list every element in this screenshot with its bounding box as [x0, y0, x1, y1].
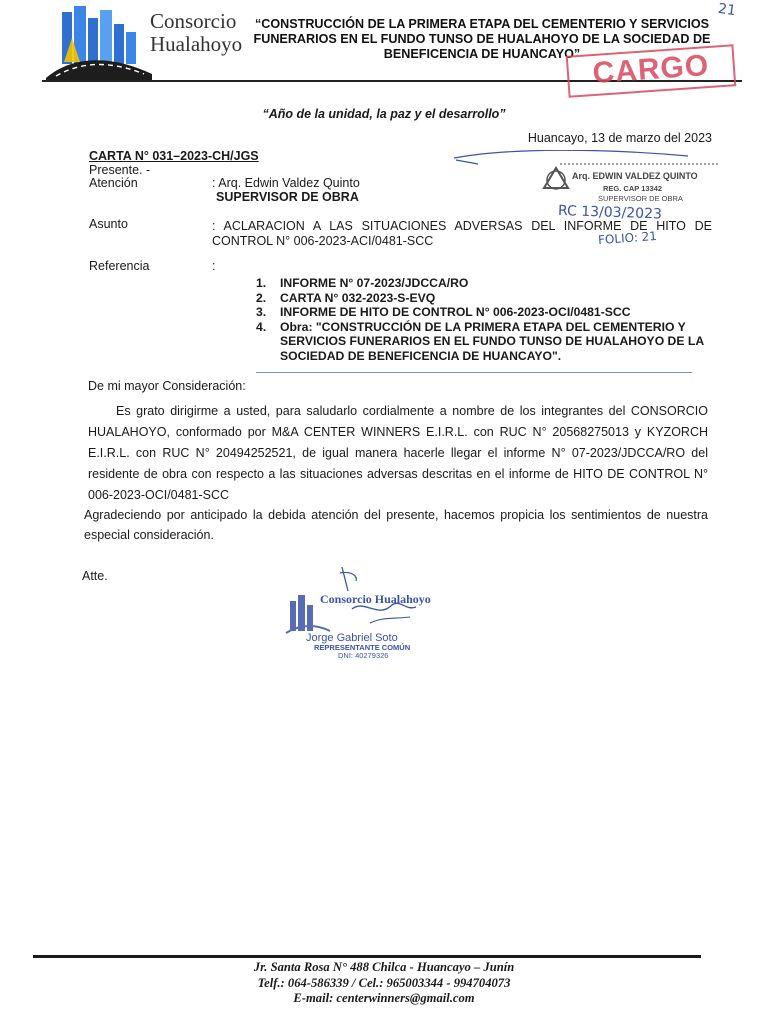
list-item-text: INFORME DE HITO DE CONTROL N° 006-2023-OCI/0481-SCC: [280, 305, 631, 320]
page-number-handwritten: 21: [716, 0, 737, 20]
asunto-label: Asunto: [89, 217, 128, 231]
logo-line-1: Consorcio: [150, 9, 237, 33]
footer-email: E-mail: centerwinners@gmail.com: [293, 991, 475, 1005]
header-project-title: “CONSTRUCCIÓN DE LA PRIMERA ETAPA DEL CEMENTERIO Y SERVICIOS FUNERARIOS EN EL FUNDO TUNSO DE HUALAHOYO DE LA SOCIEDAD DE BENEFICENCIA DE HUANCAYO”: [253, 17, 711, 61]
footer-divider: [33, 955, 701, 958]
closing: Atte.: [82, 569, 108, 583]
logo-line-2: Hualahoyo: [150, 32, 243, 56]
asunto-text: : ACLARACION A LAS SITUACIONES ADVERSAS DEL INFORME DE HITO DE CONTROL N° 006-2023-ACI/0481-SCC: [212, 219, 712, 248]
cargo-stamp: CARGO: [566, 44, 737, 98]
greeting: De mi mayor Consideración:: [88, 379, 246, 393]
letter-date: Huancayo, 13 de marzo del 2023: [527, 131, 712, 145]
referencia-label: Referencia: [89, 259, 150, 273]
footer-address: Jr. Santa Rosa N° 488 Chilca - Huancayo – Junín: [253, 960, 515, 974]
presente-label: Presente. -: [89, 163, 151, 177]
atencion-label: Atención: [89, 176, 138, 190]
receipt-stamp-graphic: [448, 150, 728, 260]
list-item-text: CARTA N° 032-2023-S-EVQ: [280, 290, 436, 305]
list-item: [256, 305, 716, 320]
signature-name: Jorge Gabriel Soto: [306, 632, 398, 644]
footer: [0, 960, 768, 1007]
receipt-stamp-name: Arq. EDWIN VALDEZ QUINTO: [572, 171, 698, 181]
signature-dni: DNI: 40279326: [338, 651, 389, 660]
list-item-text: Obra: "CONSTRUCCIÓN DE LA PRIMERA ETAPA DEL CEMENTERIO Y SERVICIOS FUNERARIOS EN EL FUNDO TUNSO DE HUALAHOYO DE LA SOCIEDAD DE BENEFICENCIA DE HUANCAYO".: [280, 319, 704, 363]
list-item-text: INFORME N° 07-2023/JDCCA/RO: [280, 276, 469, 290]
signature-stamp: [282, 565, 462, 675]
list-item-number: 2.: [256, 290, 267, 305]
referencia-list: [256, 276, 716, 364]
logo-graphic-icon: [44, 4, 154, 80]
list-item: [256, 320, 716, 364]
signature-graphic: [282, 565, 462, 675]
referencia-colon: :: [212, 259, 216, 273]
receipt-handwritten-folio: FOLIO: 21: [597, 228, 658, 248]
signature-role: REPRESENTANTE COMÚN: [314, 643, 411, 652]
receipt-stamp-role: SUPERVISOR DE OBRA: [598, 194, 683, 203]
receipt-stamp: [448, 150, 728, 260]
list-item-number: 3.: [256, 305, 267, 320]
list-item-number: 1.: [256, 276, 267, 290]
letter-number: CARTA N° 031–2023-CH/JGS: [89, 149, 259, 163]
list-item: [256, 291, 716, 306]
atencion-name: : Arq. Edwin Valdez Quinto: [212, 176, 360, 190]
referencia-underline: [256, 372, 692, 373]
year-motto: “Año de la unidad, la paz y el desarrollo”: [262, 107, 506, 121]
logo-wordmark: [150, 10, 242, 56]
receipt-handwritten-date: RC 13/03/2023: [557, 202, 663, 223]
signature-company: Consorcio Hualahoyo: [320, 592, 431, 606]
list-item-number: 4.: [256, 319, 267, 334]
body-paragraph-1: Es grato dirigirme a usted, para saludarlo cordialmente a nombre de los integrantes del CONSORCIO HUALAHOYO, conformado por M&A CENTER WINNERS E.I.R.L. con RUC N° 20568275013 y KYZORCH E.I.R.L. con RUC N° 20494252521, de igual manera hacerle llegar el informe N° 07-2023/JDCCA/RO del residente de obra con respecto a las situaciones adversas descritas en el informe de HITO DE CONTROL N° 006-2023-OCI/0481-SCC: [88, 404, 708, 502]
triangle-seal-icon: [544, 168, 568, 189]
atencion-role: SUPERVISOR DE OBRA: [216, 190, 359, 204]
body-paragraph-2: Agradeciendo por anticipado la debida atención del presente, hacemos propicia los sentimientos de nuestra especial consideración.: [84, 508, 708, 542]
footer-phones: Telf.: 064-586339 / Cel.: 965003344 - 994704073: [257, 975, 511, 990]
list-item: [256, 276, 716, 291]
receipt-stamp-reg: REG. CAP 13342: [603, 184, 663, 193]
